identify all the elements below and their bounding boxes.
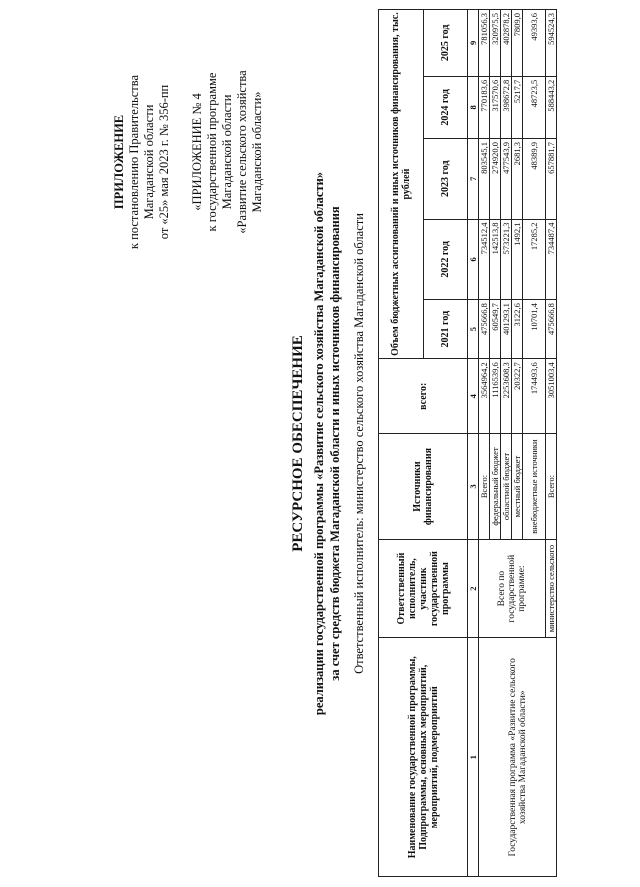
col-number: 5	[468, 300, 479, 359]
annex4-line4: Магаданской области»	[250, 91, 264, 213]
doc-subtitle-2: за счет средств бюджета Магаданской области и иных источников финансирования	[328, 206, 342, 681]
value-cell: 657881,7	[546, 138, 557, 219]
value-cell: 3564964,2	[479, 359, 490, 434]
source-cell: местный бюджет	[512, 434, 523, 539]
value-cell: 475666,8	[546, 300, 557, 359]
value-cell: 17285,2	[523, 219, 546, 300]
col-number: 3	[468, 434, 479, 539]
doc-title: РЕСУРСНОЕ ОБЕСПЕЧЕНИЕ	[290, 335, 306, 552]
annex-line2: Магаданской области	[142, 104, 156, 220]
table-row	[479, 10, 490, 877]
value-cell: 60549,7	[490, 300, 501, 359]
value-cell: 49393,6	[523, 10, 546, 77]
value-cell: 317570,6	[490, 76, 501, 138]
col-number: 1	[468, 638, 479, 877]
annex-block	[112, 27, 172, 297]
header-2023: 2023 год	[424, 138, 468, 219]
doc-subtitle-1: реализации государственной программы «Развитие сельского хозяйства Магаданской области»	[312, 171, 326, 716]
header-2024: 2024 год	[424, 76, 468, 138]
header-2025: 2025 год	[424, 10, 468, 77]
col-number: 2	[468, 539, 479, 638]
header-executor: Ответственный исполнитель, участник государственной программы	[379, 539, 468, 638]
table-header-row	[379, 10, 424, 877]
source-cell: Всего:	[546, 434, 557, 539]
value-cell: 1492,1	[512, 219, 523, 300]
col-number: 9	[468, 10, 479, 77]
program-name-cell: Государственная программа «Развитие сельского хозяйства Магаданской области»	[479, 638, 557, 877]
value-cell: 402878,2	[501, 10, 512, 77]
value-cell: 48723,5	[523, 76, 546, 138]
col-number: 7	[468, 138, 479, 219]
header-program-name: Наименование государственной программы, Подпрограммы, основных мероприятий, мероприятий, подмероприятий	[379, 638, 468, 877]
value-cell: 398672,8	[501, 76, 512, 138]
col-number: 6	[468, 219, 479, 300]
header-sources: Источники финансирования	[379, 434, 468, 539]
header-funding-group: Объем бюджетных ассигнований и иных источников финансирования, тыс. рублей	[379, 10, 424, 359]
source-cell: внебюджетные источники	[523, 434, 546, 539]
value-cell: 2253608,3	[501, 359, 512, 434]
annex4-block	[190, 17, 265, 287]
value-cell: 3051003,4	[546, 359, 557, 434]
value-cell: 594524,3	[546, 10, 557, 77]
value-cell: 174493,6	[523, 359, 546, 434]
value-cell: 2681,3	[512, 138, 523, 219]
annex4-line2: Магаданской области	[220, 94, 234, 210]
value-cell: 770183,6	[479, 76, 490, 138]
annex-line1: к постановлению Правительства	[127, 74, 141, 250]
header-2022: 2022 год	[424, 219, 468, 300]
value-cell: 274920,0	[490, 138, 501, 219]
value-cell: 401293,1	[501, 300, 512, 359]
value-cell: 48389,9	[523, 138, 546, 219]
value-cell: 20322,7	[512, 359, 523, 434]
source-cell: Всего:	[479, 434, 490, 539]
value-cell: 803545,1	[479, 138, 490, 219]
value-cell: 781056,3	[479, 10, 490, 77]
value-cell: 477543,9	[501, 138, 512, 219]
column-number-row	[468, 10, 479, 877]
value-cell: 5217,7	[512, 76, 523, 138]
col-number: 8	[468, 76, 479, 138]
annex4-line1: к государственной программе	[205, 72, 219, 232]
source-cell: областной бюджет	[501, 434, 512, 539]
value-cell: 7809,0	[512, 10, 523, 77]
header-total: всего:	[379, 359, 468, 434]
value-cell: 3122,6	[512, 300, 523, 359]
annex4-title: «ПРИЛОЖЕНИЕ № 4	[190, 93, 204, 211]
source-cell: федеральный бюджет	[490, 434, 501, 539]
value-cell: 588443,2	[546, 76, 557, 138]
value-cell: 10701,4	[523, 300, 546, 359]
value-cell: 320975,5	[490, 10, 501, 77]
value-cell: 142513,8	[490, 219, 501, 300]
annex-line3: от «25» мая 2023 г. № 356-пп	[157, 84, 171, 240]
annex-title: ПРИЛОЖЕНИЕ	[112, 114, 126, 210]
resource-table	[378, 9, 557, 877]
header-2021: 2021 год	[424, 300, 468, 359]
value-cell: 1116539,6	[490, 359, 501, 434]
annex4-line3: «Развитие сельского хозяйства	[235, 70, 249, 234]
doc-executor: Ответственный исполнитель: министерство сельского хозяйства Магаданской области	[352, 213, 366, 674]
executor-all-cell: Всего по государственной программе:	[479, 539, 546, 638]
executor-ministry-cell: министерство сельского	[546, 539, 557, 638]
value-cell: 734512,4	[479, 219, 490, 300]
value-cell: 475666,8	[479, 300, 490, 359]
col-number: 4	[468, 359, 479, 434]
value-cell: 734487,4	[546, 219, 557, 300]
value-cell: 573221,3	[501, 219, 512, 300]
